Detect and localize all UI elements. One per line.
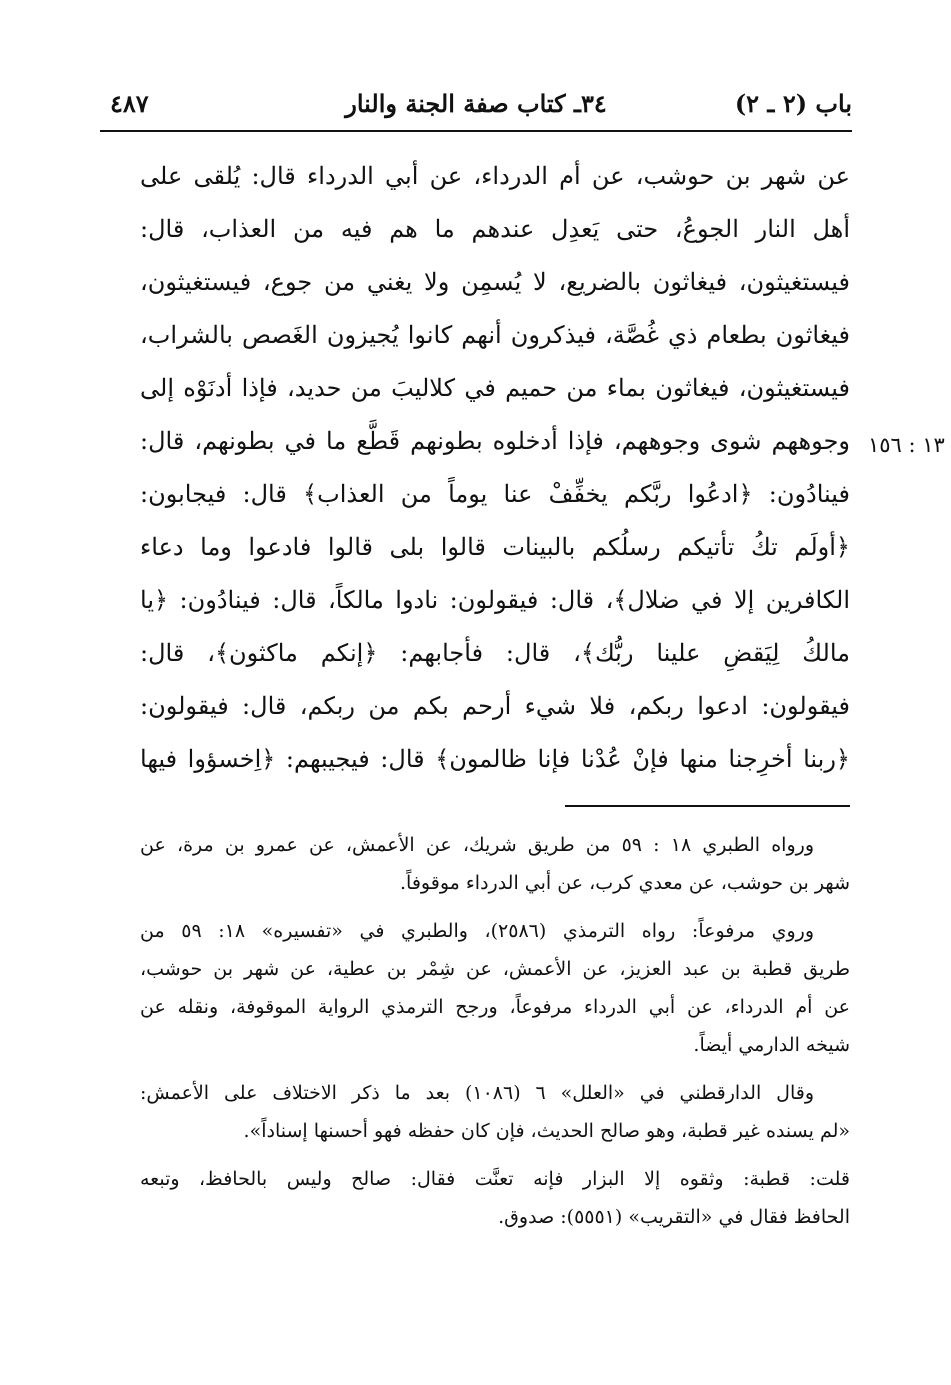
note-line: الحافظ فقال في «التقريب» (٥٥٥١): صدوق.: [498, 1206, 850, 1228]
note-line: «لم يسنده غير قطبة، وهو صالح الحديث، فإن كان حفظه فهو أحسنها إسناداً».: [243, 1120, 850, 1142]
note-line: عن أم الدرداء، عن أبي الدرداء مرفوعاً، ورجح الترمذي الرواية الموقوفة، ونقله عن: [140, 996, 850, 1018]
running-header: [100, 84, 852, 124]
text-line: وجوههم شوى وجوههم، فإذا أدخلوه بطونهم قَطَّع ما في بطونهم، قال:: [140, 427, 850, 455]
text-line: ﴿أولَم تكُ تأتيكم رسلُكم بالبينات قالوا بلى قالوا فادعوا وما دعاء: [140, 533, 850, 561]
text-line: عن شهر بن حوشب، عن أم الدرداء، عن أبي الدرداء قال: يُلقى على: [140, 162, 850, 190]
note-line: وروي مرفوعاً: رواه الترمذي (٢٥٨٦)، والطبري في «تفسيره» ١٨: ٥٩ من: [140, 920, 814, 942]
text-line: فيستغيثون، فيغاثون بالضريع، لا يُسمِن ولا يغني من جوع، فيستغيثون،: [140, 268, 850, 296]
book-title: ٣٤ـ كتاب صفة الجنة والنار: [345, 89, 607, 118]
margin-reference: ١٣ : ١٥٦: [868, 433, 945, 457]
note-line: شيخه الدارمي أيضاً.: [693, 1034, 850, 1056]
footnote-paragraph: [140, 1074, 850, 1150]
footnote-separator: [565, 805, 850, 807]
page-number: ٤٨٧: [110, 89, 149, 118]
note-line: وقال الدارقطني في «العلل» ٦ (١٠٨٦) بعد ما ذكر الاختلاف على الأعمش:: [140, 1082, 815, 1104]
text-line: ﴿ربنا أخرِجنا منها فإنْ عُدْنا فإنا ظالمون﴾ قال: فيجيبهم: ﴿اِخسؤوا فيها: [140, 745, 850, 773]
header-rule: [100, 130, 852, 132]
note-line: ورواه الطبري ١٨ : ٥٩ من طريق شريك، عن الأعمش، عن عمرو بن مرة، عن: [140, 834, 814, 856]
text-line: مالكُ لِيَقضِ علينا ربُّك﴾، قال: فأجابهم: ﴿إنكم ماكثون﴾، قال:: [140, 639, 850, 667]
footnote-paragraph: [140, 826, 850, 902]
note-line: طريق قطبة بن عبد العزيز، عن الأعمش، عن شِمْر بن عطية، عن شهر بن حوشب،: [140, 958, 850, 980]
text-line: فيقولون: ادعوا ربكم، فلا شيء أرحم بكم من ربكم، قال: فيقولون:: [140, 692, 850, 720]
note-line: قلت: قطبة: وثقوه إلا البزار فإنه تعنَّت فقال: صالح وليس بالحافظ، وتبعه: [140, 1168, 850, 1190]
text-line: أهل النار الجوعُ، حتى يَعدِل عندهم ما هم فيه من العذاب، قال:: [140, 215, 850, 243]
text-line: فينادُون: ﴿ادعُوا ربَّكم يخفِّفْ عنا يوماً من العذاب﴾ قال: فيجابون:: [140, 480, 850, 508]
text-line: فيغاثون بطعام ذي غُصَّة، فيذكرون أنهم كانوا يُجيزون الغَصص بالشراب،: [140, 321, 850, 349]
text-line: فيستغيثون، فيغاثون بماء من حميم في كلاليبَ من حديد، فإذا أدنَوْه إلى: [140, 374, 850, 402]
footnote-paragraph: [140, 1160, 850, 1236]
main-text: [140, 150, 850, 786]
footnote-paragraph: [140, 912, 850, 1064]
chapter-label: باب (٢ ـ ٢): [734, 89, 852, 118]
note-line: شهر بن حوشب، عن معدي كرب، عن أبي الدرداء موقوفاً.: [400, 872, 850, 894]
text-line: الكافرين إلا في ضلال﴾، قال: فيقولون: نادوا مالكاً، قال: فينادُون: ﴿يا: [140, 586, 850, 614]
footnotes: [140, 826, 850, 1246]
